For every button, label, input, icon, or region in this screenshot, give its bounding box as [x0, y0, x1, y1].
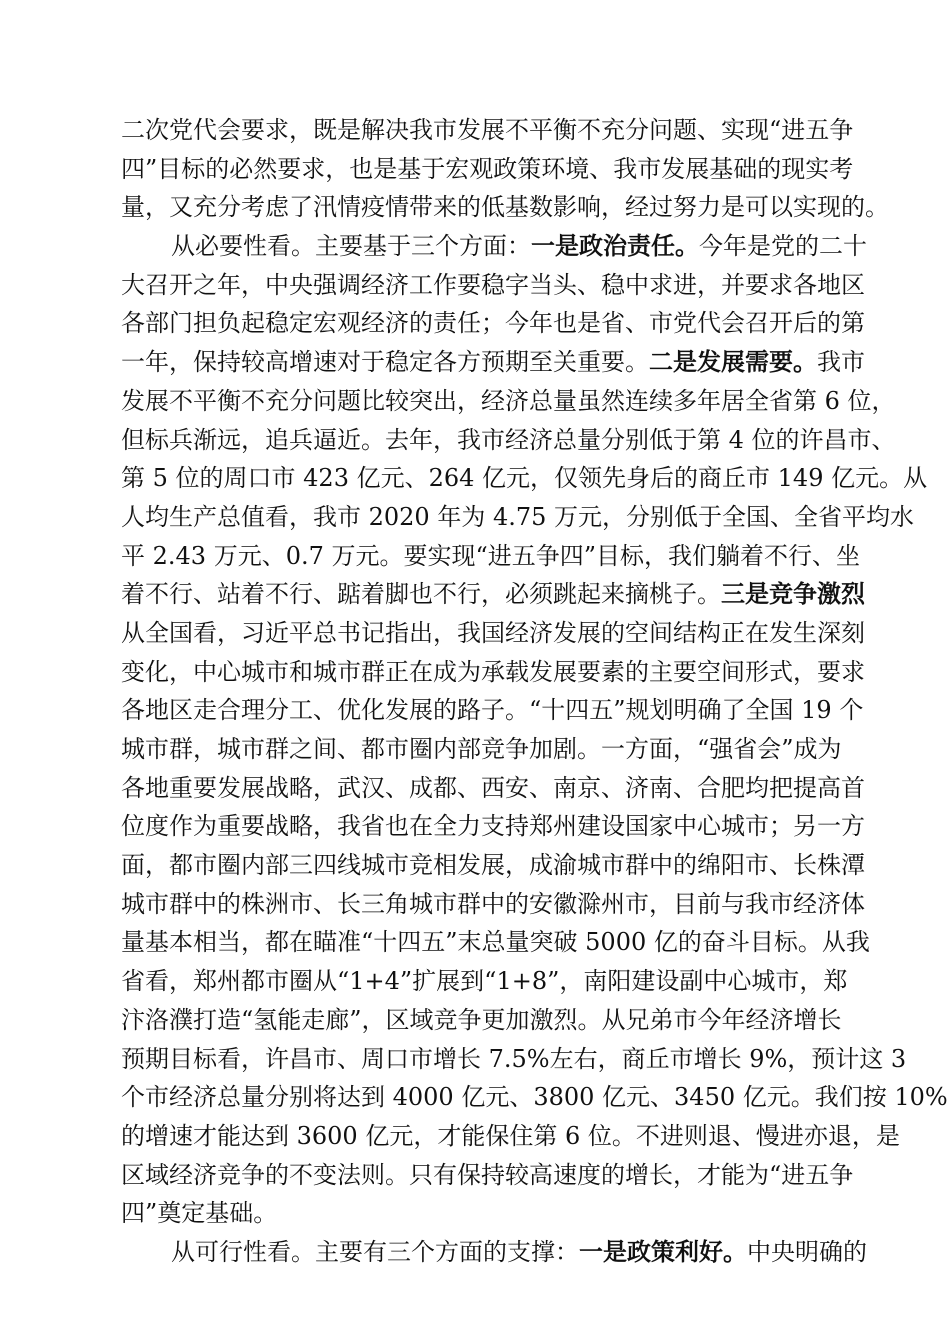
text-span: 量，又充分考虑了汛情疫情带来的低基数影响，经过努力是可以实现的。	[121, 193, 889, 222]
text-span: 区域经济竞争的不变法则。只有保持较高速度的增长，才能为“进五争	[121, 1160, 854, 1189]
text-line	[121, 653, 865, 692]
text-span: 个市经济总量分别将达到 4000 亿元、3800 亿元、3450 亿元。我们按 10%	[121, 1083, 948, 1112]
text-line	[121, 498, 915, 537]
text-line	[121, 1156, 854, 1195]
text-span: 城市群，城市群之间、都市圈内部竞争加剧。一方面，“强省会”成为	[121, 735, 842, 763]
text-span: 我市	[817, 348, 865, 377]
text-span: 汴洛濮打造“氢能走廊”，区域竞争更加激烈。从兄弟市今年经济增长	[121, 1005, 842, 1034]
text-line	[121, 421, 896, 460]
bold-heading-text: 一是政策利好。	[579, 1237, 747, 1266]
text-span: 从必要性看。主要基于三个方面：	[171, 232, 531, 261]
text-line	[121, 1040, 907, 1079]
text-line	[121, 1001, 842, 1040]
text-span: 但标兵渐远，追兵逼近。去年，我市经济总量分别低于第 4 位的许昌市、	[121, 425, 896, 454]
text-span: 着不行、站着不行、踮着脚也不行，必须跳起来摘桃子。	[121, 580, 721, 609]
text-span: 今年是党的二十	[699, 232, 867, 261]
text-span: 一年，保持较高增速对于稳定各方预期至关重要。	[121, 348, 649, 377]
text-span: 各部门担负起稳定宏观经济的责任；今年也是省、市党代会召开后的第	[121, 309, 865, 338]
text-span: 四”奠定基础。	[121, 1199, 278, 1228]
text-span: 省看，郑州都市圈从“1+4”扩展到“1+8”，南阳建设副中心城市，郑	[121, 967, 848, 996]
text-span: 二次党代会要求，既是解决我市发展不平衡不充分问题、实现“进五争	[121, 116, 854, 144]
text-span: 发展不平衡不充分问题比较突出，经济总量虽然连续多年居全省第 6 位，	[121, 386, 896, 415]
paragraph-start-line	[121, 1233, 867, 1272]
text-line	[121, 382, 896, 421]
text-line	[121, 575, 865, 614]
text-span: 大召开之年，中央强调经济工作要稳字当头、稳中求进，并要求各地区	[121, 270, 865, 299]
text-line	[121, 459, 928, 498]
text-span: 中央明确的	[747, 1237, 867, 1266]
text-line	[121, 1117, 900, 1156]
text-span: 面，都市圈内部三四线城市竞相发展，成渝城市群中的绵阳市、长株潭	[121, 851, 865, 880]
text-span: 量基本相当，都在瞄准“十四五”末总量突破 5000 亿的奋斗目标。从我	[121, 928, 870, 957]
text-span: 预期目标看，许昌市、周口市增长 7.5%左右，商丘市增长 9%，预计这 3	[121, 1044, 907, 1073]
text-span: 四”目标的必然要求，也是基于宏观政策环境、我市发展基础的现实考	[121, 154, 854, 183]
text-line	[121, 1078, 948, 1117]
text-span: 城市群中的株洲市、长三角城市群中的安徽滁州市，目前与我市经济体	[121, 889, 865, 918]
text-span: 人均生产总值看，我市 2020 年为 4.75 万元，分别低于全国、全省平均水	[121, 502, 915, 531]
bold-heading-text: 二是发展需要。	[649, 348, 817, 377]
text-line	[121, 111, 854, 150]
text-line	[121, 923, 870, 962]
text-span: 从全国看，习近平总书记指出，我国经济发展的空间结构正在发生深刻	[121, 618, 865, 647]
text-line	[121, 266, 865, 305]
text-span: 各地重要发展战略，武汉、成都、西安、南京、济南、合肥均把提高首	[121, 773, 865, 802]
text-line	[121, 304, 865, 343]
text-span: 变化，中心城市和城市群正在成为承载发展要素的主要空间形式，要求	[121, 657, 865, 686]
text-line	[121, 846, 865, 885]
document-body	[121, 111, 948, 1272]
text-line	[121, 1194, 832, 1233]
text-line	[121, 885, 865, 924]
text-line	[121, 537, 861, 576]
text-line	[121, 614, 865, 653]
text-span: 平 2.43 万元、0.7 万元。要实现“进五争四”目标，我们躺着不行、坐	[121, 541, 861, 570]
text-line	[121, 691, 864, 730]
text-line	[121, 962, 848, 1001]
paragraph-start-line	[121, 227, 867, 266]
text-span: 各地区走合理分工、优化发展的路子。“十四五”规划明确了全国 19 个	[121, 696, 864, 725]
text-span: 从可行性看。主要有三个方面的支撑：	[171, 1237, 579, 1266]
text-span: 第 5 位的周口市 423 亿元、264 亿元，仅领先身后的商丘市 149 亿元。从	[121, 464, 928, 493]
text-line	[121, 730, 842, 769]
text-line	[121, 150, 854, 189]
text-span: 的增速才能达到 3600 亿元，才能保住第 6 位。不进则退、慢进亦退，是	[121, 1121, 900, 1150]
bold-heading-text: 一是政治责任。	[531, 232, 699, 261]
text-line	[121, 343, 865, 382]
text-line	[121, 188, 889, 227]
text-line	[121, 807, 865, 846]
text-line	[121, 769, 865, 808]
bold-heading-text: 三是竞争激烈	[721, 580, 865, 609]
text-span: 位度作为重要战略，我省也在全力支持郑州建设国家中心城市；另一方	[121, 812, 865, 841]
